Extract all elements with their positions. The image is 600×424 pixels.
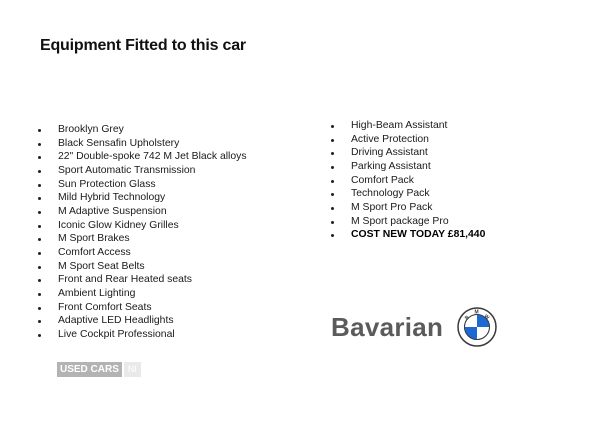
page-title: Equipment Fitted to this car: [40, 37, 246, 54]
list-item: Active Protection: [331, 133, 485, 147]
list-item: Live Cockpit Professional: [38, 328, 247, 342]
list-item: Front and Rear Heated seats: [38, 273, 247, 287]
list-item: Technology Pack: [331, 187, 485, 201]
equipment-list-left: [38, 123, 247, 342]
bmw-roundel-icon: [457, 307, 497, 347]
list-item: M Adaptive Suspension: [38, 205, 247, 219]
list-item: Front Comfort Seats: [38, 301, 247, 315]
equipment-list-right: [331, 119, 485, 242]
used-cars-badge: [57, 362, 141, 377]
list-item: Brooklyn Grey: [38, 123, 247, 137]
list-item: Mild Hybrid Technology: [38, 191, 247, 205]
list-item: Sport Automatic Transmission: [38, 164, 247, 178]
cost-new-today: COST NEW TODAY £81,440: [331, 228, 485, 242]
bmw-letter-w: W: [482, 313, 491, 322]
list-item: M Sport Seat Belts: [38, 260, 247, 274]
list-item: Sun Protection Glass: [38, 178, 247, 192]
list-item: Adaptive LED Headlights: [38, 314, 247, 328]
region-label: NI: [124, 362, 141, 377]
list-item: M Sport Pro Pack: [331, 201, 485, 215]
list-item: Comfort Access: [38, 246, 247, 260]
list-item: Ambient Lighting: [38, 287, 247, 301]
list-item: Iconic Glow Kidney Grilles: [38, 219, 247, 233]
dealer-brand: [331, 307, 497, 347]
list-item: 22" Double-spoke 742 M Jet Black alloys: [38, 150, 247, 164]
dealer-wordmark: Bavarian: [331, 311, 444, 342]
used-cars-label: USED CARS: [57, 362, 122, 377]
list-item: Black Sensafin Upholstery: [38, 137, 247, 151]
list-item: Comfort Pack: [331, 174, 485, 188]
list-item: High-Beam Assistant: [331, 119, 485, 133]
list-item: M Sport Brakes: [38, 232, 247, 246]
list-item: Driving Assistant: [331, 146, 485, 160]
list-item: Parking Assistant: [331, 160, 485, 174]
bmw-letter-b: B: [464, 314, 471, 322]
list-item: M Sport package Pro: [331, 215, 485, 229]
bmw-letter-m: M: [474, 309, 479, 316]
